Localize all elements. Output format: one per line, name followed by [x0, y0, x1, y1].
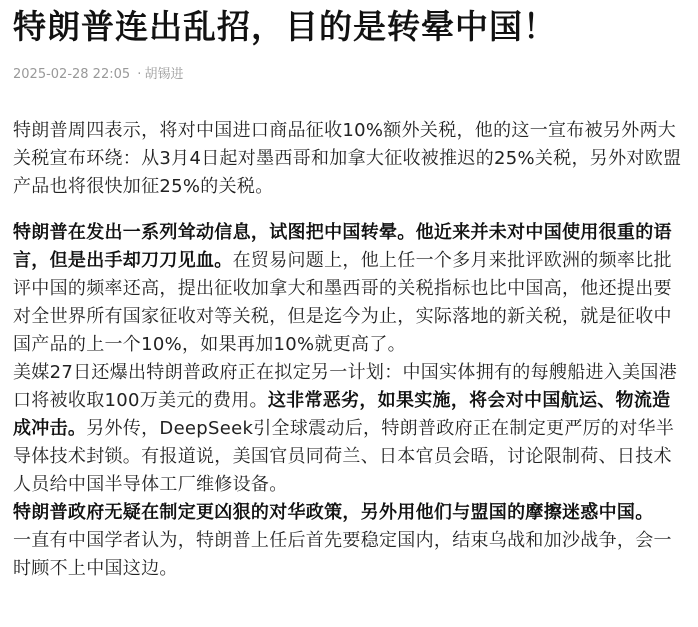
- paragraph-2-text: 在贸易问题上，他上任一个多月来批评欧洲的频率比批评中国的频率还高，提出征收加拿大和墨西哥的关税指标也比中国高，他还提出要对全世界所有国家征收对等关税，但是迄今为止，实际落地的新关税，就是征收中国产品的上一个10%，如果再加10%就更高了。: [13, 250, 672, 355]
- paragraph-3: [13, 359, 686, 499]
- meta-separator: ·: [137, 67, 142, 82]
- paragraph-4-bold: 特朗普政府无疑在制定更凶狠的对华政策，另外用他们与盟国的摩擦迷惑中国。: [13, 502, 654, 523]
- paragraph-4: [13, 499, 686, 527]
- paragraph-2: [13, 219, 686, 359]
- paragraph-3-bold: 这非常恶劣，如果实施，将会对中国航运、物流造成冲击。: [13, 390, 671, 439]
- paragraph-1-text: 特朗普周四表示，将对中国进口商品征收10%额外关税，他的这一宣布被另外两大关税宣布环绕：从3月4日起对墨西哥和加拿大征收被推迟的25%关税，另外对欧盟产品也将很快加征25%的关税。: [13, 120, 682, 197]
- paragraph-5: [13, 527, 686, 583]
- paragraph-5-text: 一直有中国学者认为，特朗普上任后首先要稳定国内，结束乌战和加沙战争，会一时顾不上中国这边。: [13, 530, 672, 579]
- paragraph-2-bold-lead: 特朗普在发出一系列耸动信息，试图把中国转晕。他近来并未对中国使用很重的语言，但是出手却刀刀见血。: [13, 222, 672, 271]
- publish-date: 2025-02-28 22:05: [13, 67, 131, 82]
- article-meta: [13, 66, 686, 84]
- paragraph-3-text-b: 另外传，DeepSeek引全球震动后，特朗普政府正在制定更严厉的对华半导体技术封锁。有报道说，美国官员同荷兰、日本官员会晤，讨论限制荷、日技术人员给中国半导体工厂维修设备。: [13, 418, 675, 495]
- author-name[interactable]: 胡锡进: [144, 67, 184, 82]
- article-title: 特朗普连出乱招，目的是转晕中国！: [13, 7, 557, 46]
- paragraph-3-text-a: 美媒27日还爆出特朗普政府正在拟定另一计划：中国实体拥有的每艘船进入美国港口将被收取100万美元的费用。: [13, 362, 678, 411]
- paragraph-1: [13, 117, 686, 201]
